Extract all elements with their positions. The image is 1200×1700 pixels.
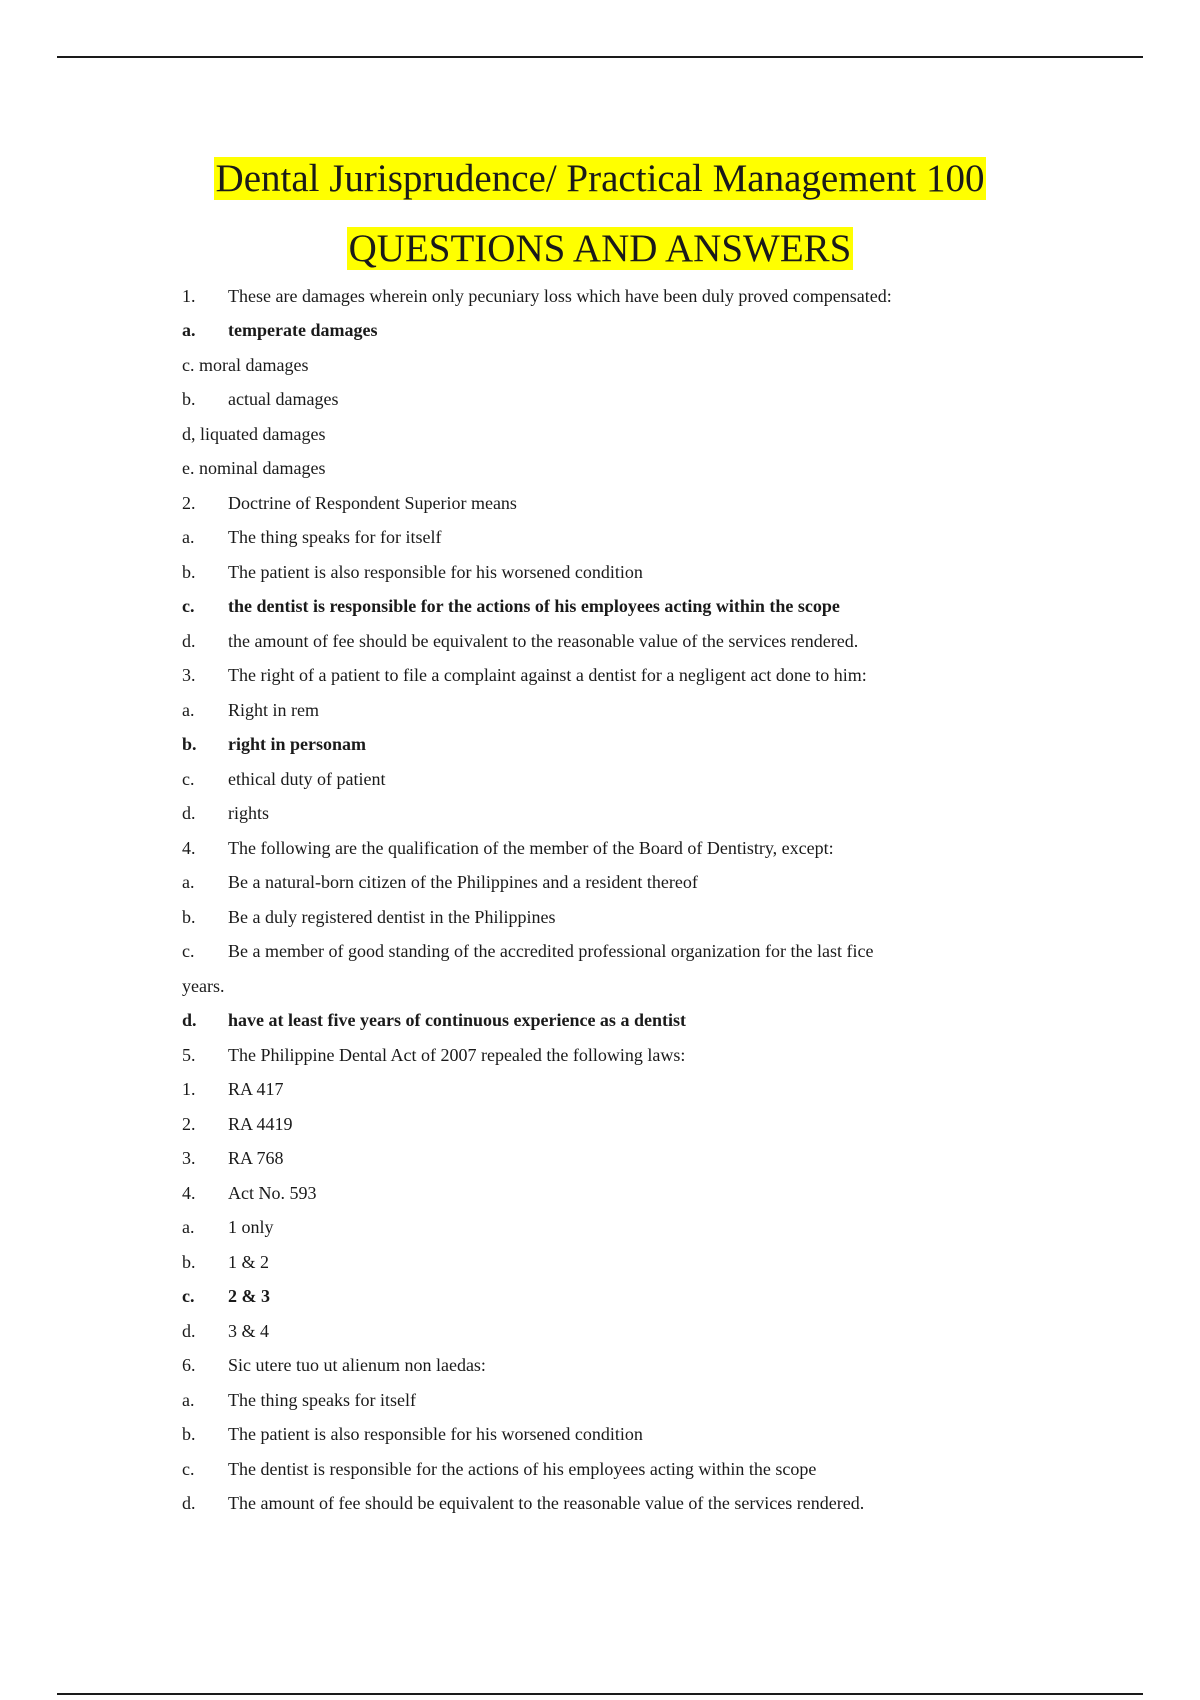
line-text: d, liquated damages — [182, 423, 326, 444]
line-text: The patient is also responsible for his worsened condition — [228, 561, 643, 582]
line-label: c. — [182, 941, 195, 962]
title-line-2-text: QUESTIONS AND ANSWERS — [348, 227, 852, 270]
text-line — [182, 935, 1142, 970]
line-text: These are damages wherein only pecuniary loss which have been duly proved compensated: — [228, 285, 892, 306]
line-label: d. — [182, 630, 196, 651]
text-line — [182, 969, 1142, 1004]
line-label: d. — [182, 1493, 196, 1514]
line-text: RA 768 — [228, 1148, 284, 1169]
answer-line-correct — [182, 728, 1142, 763]
text-line — [182, 383, 1142, 418]
text-line — [182, 1176, 1142, 1211]
line-text: years. — [182, 975, 225, 996]
line-label: 4. — [182, 837, 196, 858]
document-title — [0, 144, 1200, 284]
text-line — [182, 417, 1142, 452]
text-line — [182, 1073, 1142, 1108]
line-text: RA 4419 — [228, 1113, 293, 1134]
text-line — [182, 1383, 1142, 1418]
text-line — [182, 1349, 1142, 1384]
line-text: Right in rem — [228, 699, 319, 720]
line-text: Doctrine of Respondent Superior means — [228, 492, 517, 513]
title-line-2 — [0, 214, 1200, 284]
text-line — [182, 693, 1142, 728]
line-text: 3 & 4 — [228, 1320, 270, 1341]
line-text: Act No. 593 — [228, 1182, 317, 1203]
answer-line-correct — [182, 314, 1142, 349]
text-line — [182, 1038, 1142, 1073]
text-line — [182, 486, 1142, 521]
line-label: c. — [182, 768, 195, 789]
line-label: 3. — [182, 1148, 196, 1169]
line-label: 2. — [182, 1113, 196, 1134]
text-line — [182, 1452, 1142, 1487]
line-label: a. — [182, 1389, 195, 1410]
line-label: c. — [182, 1286, 195, 1307]
text-line — [182, 1487, 1142, 1522]
line-text: e. nominal damages — [182, 458, 326, 479]
line-label: 1. — [182, 285, 196, 306]
top-rule — [57, 56, 1143, 58]
line-label: 2. — [182, 492, 196, 513]
line-label: 5. — [182, 1044, 196, 1065]
line-text: c. moral damages — [182, 354, 309, 375]
line-label: a. — [182, 1217, 195, 1238]
line-text: temperate damages — [228, 320, 378, 341]
line-text: Be a natural-born citizen of the Philippines and a resident thereof — [228, 872, 698, 893]
line-label: 4. — [182, 1182, 196, 1203]
line-label: a. — [182, 527, 195, 548]
text-line — [182, 797, 1142, 832]
line-text: The amount of fee should be equivalent to the reasonable value of the services rendered. — [228, 1493, 865, 1514]
line-label: b. — [182, 1424, 196, 1445]
line-text: Be a duly registered dentist in the Philippines — [228, 906, 556, 927]
line-label: d. — [182, 1320, 196, 1341]
text-line — [182, 624, 1142, 659]
text-line — [182, 348, 1142, 383]
line-label: b. — [182, 906, 196, 927]
line-label: a. — [182, 320, 196, 341]
text-line — [182, 1107, 1142, 1142]
line-text: The following are the qualification of the member of the Board of Dentistry, except: — [228, 837, 834, 858]
line-text: right in personam — [228, 734, 367, 755]
line-text: The thing speaks for for itself — [228, 527, 442, 548]
line-text: the dentist is responsible for the actions of his employees acting within the scope — [228, 596, 840, 617]
line-label: d. — [182, 803, 196, 824]
title-line-1-text: Dental Jurisprudence/ Practical Management 100 — [215, 157, 985, 200]
line-label: b. — [182, 734, 197, 755]
line-text: rights — [228, 803, 270, 824]
line-text: actual damages — [228, 389, 339, 410]
line-label: d. — [182, 1010, 197, 1031]
line-text: RA 417 — [228, 1079, 284, 1100]
answer-line-correct — [182, 1004, 1142, 1039]
line-text: The right of a patient to file a complaint against a dentist for a negligent act done to him: — [228, 665, 867, 686]
line-text: The dentist is responsible for the actions of his employees acting within the scope — [228, 1458, 817, 1479]
line-text: Sic utere tuo ut alienum non laedas: — [228, 1355, 486, 1376]
text-line — [182, 866, 1142, 901]
text-line — [182, 831, 1142, 866]
line-label: c. — [182, 1458, 195, 1479]
text-line — [182, 1418, 1142, 1453]
text-line — [182, 900, 1142, 935]
text-line — [182, 1314, 1142, 1349]
line-text: The patient is also responsible for his worsened condition — [228, 1424, 643, 1445]
line-text: The Philippine Dental Act of 2007 repealed the following laws: — [228, 1044, 686, 1065]
line-label: 6. — [182, 1355, 196, 1376]
text-line — [182, 659, 1142, 694]
text-line — [182, 1245, 1142, 1280]
bottom-rule — [57, 1693, 1143, 1695]
line-text: 2 & 3 — [228, 1286, 270, 1307]
line-label: c. — [182, 596, 195, 617]
line-label: 3. — [182, 665, 196, 686]
answer-line-correct — [182, 590, 1142, 625]
text-line — [182, 1211, 1142, 1246]
question-list — [182, 279, 1142, 1521]
line-label: a. — [182, 699, 195, 720]
text-line — [182, 555, 1142, 590]
line-text: have at least five years of continuous experience as a dentist — [228, 1010, 686, 1031]
line-label: 1. — [182, 1079, 196, 1100]
text-line — [182, 521, 1142, 556]
line-text: the amount of fee should be equivalent to the reasonable value of the services rendered. — [228, 630, 859, 651]
text-line — [182, 279, 1142, 314]
line-text: Be a member of good standing of the accredited professional organization for the last fice — [228, 941, 874, 962]
line-label: b. — [182, 1251, 196, 1272]
line-label: b. — [182, 389, 196, 410]
answer-line-correct — [182, 1280, 1142, 1315]
line-label: a. — [182, 872, 195, 893]
text-line — [182, 762, 1142, 797]
line-text: ethical duty of patient — [228, 768, 386, 789]
text-line — [182, 452, 1142, 487]
line-text: 1 & 2 — [228, 1251, 270, 1272]
line-text: 1 only — [228, 1217, 274, 1238]
title-line-1 — [0, 144, 1200, 214]
text-line — [182, 1142, 1142, 1177]
line-text: The thing speaks for itself — [228, 1389, 416, 1410]
line-label: b. — [182, 561, 196, 582]
